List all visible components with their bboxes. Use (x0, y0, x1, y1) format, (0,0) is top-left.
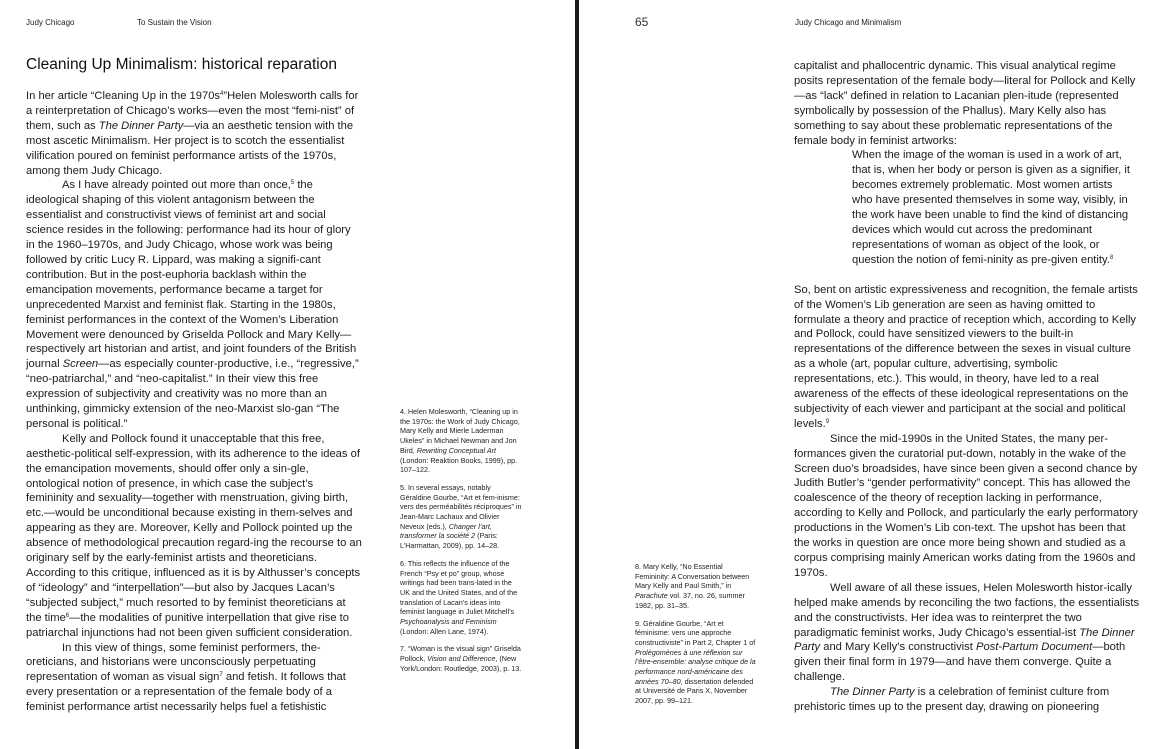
running-head-author: Judy Chicago (26, 18, 75, 27)
page-number: 65 (635, 15, 649, 29)
left-body-text (26, 89, 362, 715)
paragraph: capitalist and phallocentric dynamic. This visual analytical regime posits representation of the female body—literal for Pollock and Kelly—as “lack” defined in relation to Lacanian plen-itude (represented symbolically by possession of the Phallus). Mary Kelly also has something to say about these problematic representations of the female body in feminist artworks: (794, 60, 1136, 147)
running-head-chapter: Judy Chicago and Minimalism (795, 18, 902, 27)
right-body-text (794, 59, 1140, 715)
footnote-ref: 9 (825, 418, 830, 425)
section-title: Cleaning Up Minimalism: historical reparation (26, 56, 337, 73)
footnote-4: 4. Helen Molesworth, “Cleaning up in the 1970s: the Work of Judy Chicago, Mary Kelly and Mierle Laderman Ukeles” in Michael Newman and Jon Bird, Rewriting Conceptual Art (London: Reaktion Books, 1999), pp. 107–122. (400, 407, 520, 475)
paragraph: Kelly and Pollock found it unacceptable that this free, aesthetic-political self-expression, with its adherence to the ideas of the emancipation movements, should offer only a sin-gle, ontological notion of presence, in which case the subject’s femininity and sexuality—together with menstruation, giving birth, etc.—would be unconditional because existing in them-selves and appearing as they are. Moreover, Kelly and Pollock pointed up the absence of methodological precaution regard-ing the recourse to an originary self by the early-feminist artists and theoreticians. According to this critique, influenced as it is by Althusser’s concepts of “ideology” and “interpellation”—but also by Jacques Lacan’s “subjected subject,” much resorted to by feminist theoreticians at the time$^6$—the modalities of punitive interpellation that give rise to patriarchal injunctions had not been given sufficient consideration. (26, 432, 362, 639)
footnote-ref: 7 (219, 672, 223, 679)
footnote-8: 8. Mary Kelly, “No Essential Femininity: A Conversation between Mary Kelly and Paul Smith,” in Parachute vol. 37, no. 26, summer 1982, pp. 31–35. (635, 562, 750, 610)
right-page (580, 0, 1155, 749)
paragraph: The Dinner Party is a celebration of feminist culture from prehistoric times up to the present day, drawing on pioneering (794, 686, 1110, 714)
gutter-divider (575, 0, 579, 749)
footnote-ref: 4 (220, 91, 224, 97)
block-quote: When the image of the woman is used in a work of art, that is, when her body or person is given as a signifier, it becomes extremely problematic. Most women artists who have presented themselves in some way, visibly, in the work have been unable to find the kind of distancing devices which would cut across the predominant representations of woman as object of the look, or question the notion of femi-ninity as pre-given entity.$^8$ (852, 149, 1130, 266)
paragraph: Well aware of all these issues, Helen Molesworth histor-ically helped make amends by reconciling the two factions, the essentialists and the constructivists. Her idea was to reinterpret the two paradigmatic feminist works, Judy Chicago’s essential-ist The Dinner Party and Mary Kelly’s constructivist Post-Partum Document—both given their final form in 1979—and have them converge. Quite a challenge. (794, 581, 1140, 684)
paragraph: In this view of things, some feminist performers, the-oreticians, and historians were unconsciously perpetuating representation of woman as visual sign$^7$ and fetish. It follows that every presentation or a representation of the female body of a feminist performance artist necessarily helps fuel a fetishistic (26, 641, 346, 714)
paragraph: In her article “Cleaning Up in the $1970s^4”Helen$ Molesworth calls for a reinterpretation of Chicago’s works—even the most “femi-nist” of them, such as The Dinner Party—via an aesthetic tension with the most ascetic Minimalism. Her project is to scotch the essentialist vilification poured on feminist performance artists of the 1970s, among them Judy Chicago. (26, 90, 359, 177)
paragraph: Since the mid-1990s in the United States, the many per-formances given the curatorial put-down, notably in the wake of the Screen duo’s broadsides, have since been given a second chance by Judith Butler’s “gender performativity” concept. This has allowed the coalescence of the theory of reception lacking in performance, according to Kelly and Pollock, and particularly the early performatory productions in the Women’s Lib con-text. The upshot has been that the works in question are once more being shown and studied as a corpus comprising mainly American works dating from the 1960s and 1970s. (794, 432, 1138, 579)
footnote-ref: 8 (1109, 254, 1114, 261)
left-footnotes (400, 407, 522, 682)
footnote-5: 5. In several essays, notably Géraldine Gourbe, “Art et fem-inisme: vers des perméabilités réciproques” in Jean-Marc Lachaux and Olivier Neveux (eds.), Changer l’art, transformer la société 2 (Paris: L’Harmattan, 2009), pp. 14–28. (400, 482, 522, 551)
footnote-7: 7. “Woman is the visual sign” Griselda Pollock, Vision and Difference, (New York/London: Routledge, 2003), p. 13. (400, 644, 522, 673)
right-footnotes (635, 562, 757, 714)
paragraph: As I have already pointed out more than once,$^5$ the ideological shaping of this violent antagonism between the essentialist and constructivist views of feminist art and social science resides in the following: performance had its hour of glory in the 1960–1970s, and Judy Chicago, whose work was being followed by critic Lucy R. Lippard, was making a signifi-cant contribution. But in the post-euphoria backlash within the emancipation movements, performance became a target for unprecedented Marxist and feminist flak. Starting in the 1980s, feminist performances in the context of the Women’s Liberation Movement were denounced by Griselda Pollock and Mary Kelly—respectively art historian and artist, and joint founders of the British journal Screen—as especially counter-productive, i.e., “regressive,” “neo-patriarchal,” and “neo-capitalist.” In their view this free expression of subjectivity and creativity was no more than an unthinking, gimmicky extension of the neo-Marxist slo-gan “The personal is political.” (26, 179, 359, 430)
left-page (0, 0, 576, 749)
footnote-ref: 6 (65, 612, 70, 619)
footnote-ref: 5 (290, 180, 295, 187)
paragraph: So, bent on artistic expressiveness and recognition, the female artists of the Women’s Lib generation are seen as having omitted to formulate a theory and practice of reception which, according to Kelly and Pollock, could have sensitized viewers to the built-in representations of the difference between the sexes in visual culture as a whole (art, popular culture, advertising, symbolic representations, etc.). This would, in theory, have led to a real awareness of the effects of these ideological representations on the subjectivity of each viewer and participant at the social and political levels.$^9$ (794, 283, 1138, 430)
running-head-book-title: To Sustain the Vision (137, 18, 212, 27)
footnote-6: 6. This reflects the influence of the French “Psy et po” group, whose writings had been trans-lated in the UK and the United States, and of the translation of Lacan’s ideas into feminist language in Juliet Mitchell’s Psychoanalysis and Feminism (London: Allen Lane, 1974). (400, 558, 518, 636)
footnote-9: 9. Géraldine Gourbe, “Art et féminisme: vers une approche constructiviste” in Part 2, Chapter 1 of Prolégomènes à une réflexion sur l’être-ensemble: analyse critique de la performance nord-américaine des années 70–80, dissertation defended at Université de Paris X, November 2007, pp. 99–121. (635, 618, 756, 706)
